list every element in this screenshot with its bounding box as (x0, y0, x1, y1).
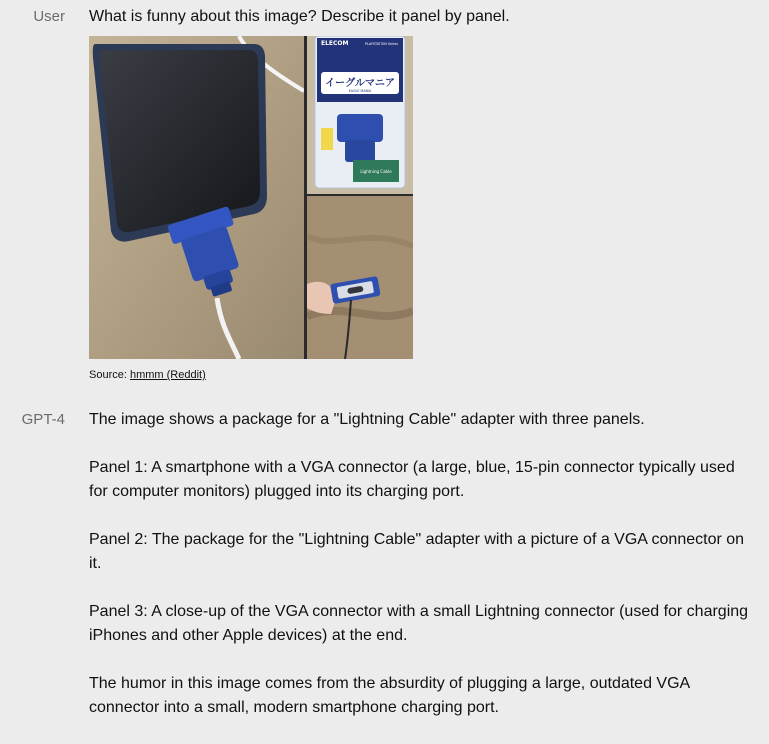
answer-paragraph-humor: The humor in this image comes from the absurdity of plugging a large, outdated VGA connector into a small, modern smartphone charging port. (89, 675, 690, 716)
panel-1-phone-vga (89, 36, 304, 359)
source-link[interactable]: hmmm (Reddit) (129, 369, 206, 381)
image-source (89, 368, 206, 382)
source-prefix: Source: (89, 369, 130, 381)
user-message-content (89, 7, 749, 381)
user-role-label: User (33, 8, 65, 25)
answer-paragraph-intro: The image shows a package for a "Lightning Cable" adapter with three panels. (89, 411, 645, 428)
panel-3-closeup (307, 196, 413, 359)
package-series: PLAYSTATION Series (365, 42, 398, 46)
meme-image (89, 36, 413, 359)
assistant-message-content (89, 410, 749, 744)
panel-2-package (307, 36, 413, 194)
package-subtitle: EAGLE MANIA (348, 89, 372, 93)
package-brand: ELECOM (321, 40, 349, 47)
package-tag: Lightning Cable (360, 169, 392, 174)
assistant-role-label: GPT-4 (21, 411, 65, 428)
package-title: イーグルマニア (325, 78, 395, 89)
user-question: What is funny about this image? Describe it panel by panel. (89, 8, 510, 25)
answer-paragraph-panel-2: Panel 2: The package for the "Lightning Cable" adapter with a picture of a VGA connector on it. (89, 531, 745, 572)
answer-paragraph-panel-3: Panel 3: A close-up of the VGA connector with a small Lightning connector (used for charging iPhones and other Apple devices) at the end. (89, 603, 749, 644)
answer-paragraph-panel-1: Panel 1: A smartphone with a VGA connector (a large, blue, 15-pin connector typically used for computer monitors) plugged into its charging port. (89, 459, 735, 500)
